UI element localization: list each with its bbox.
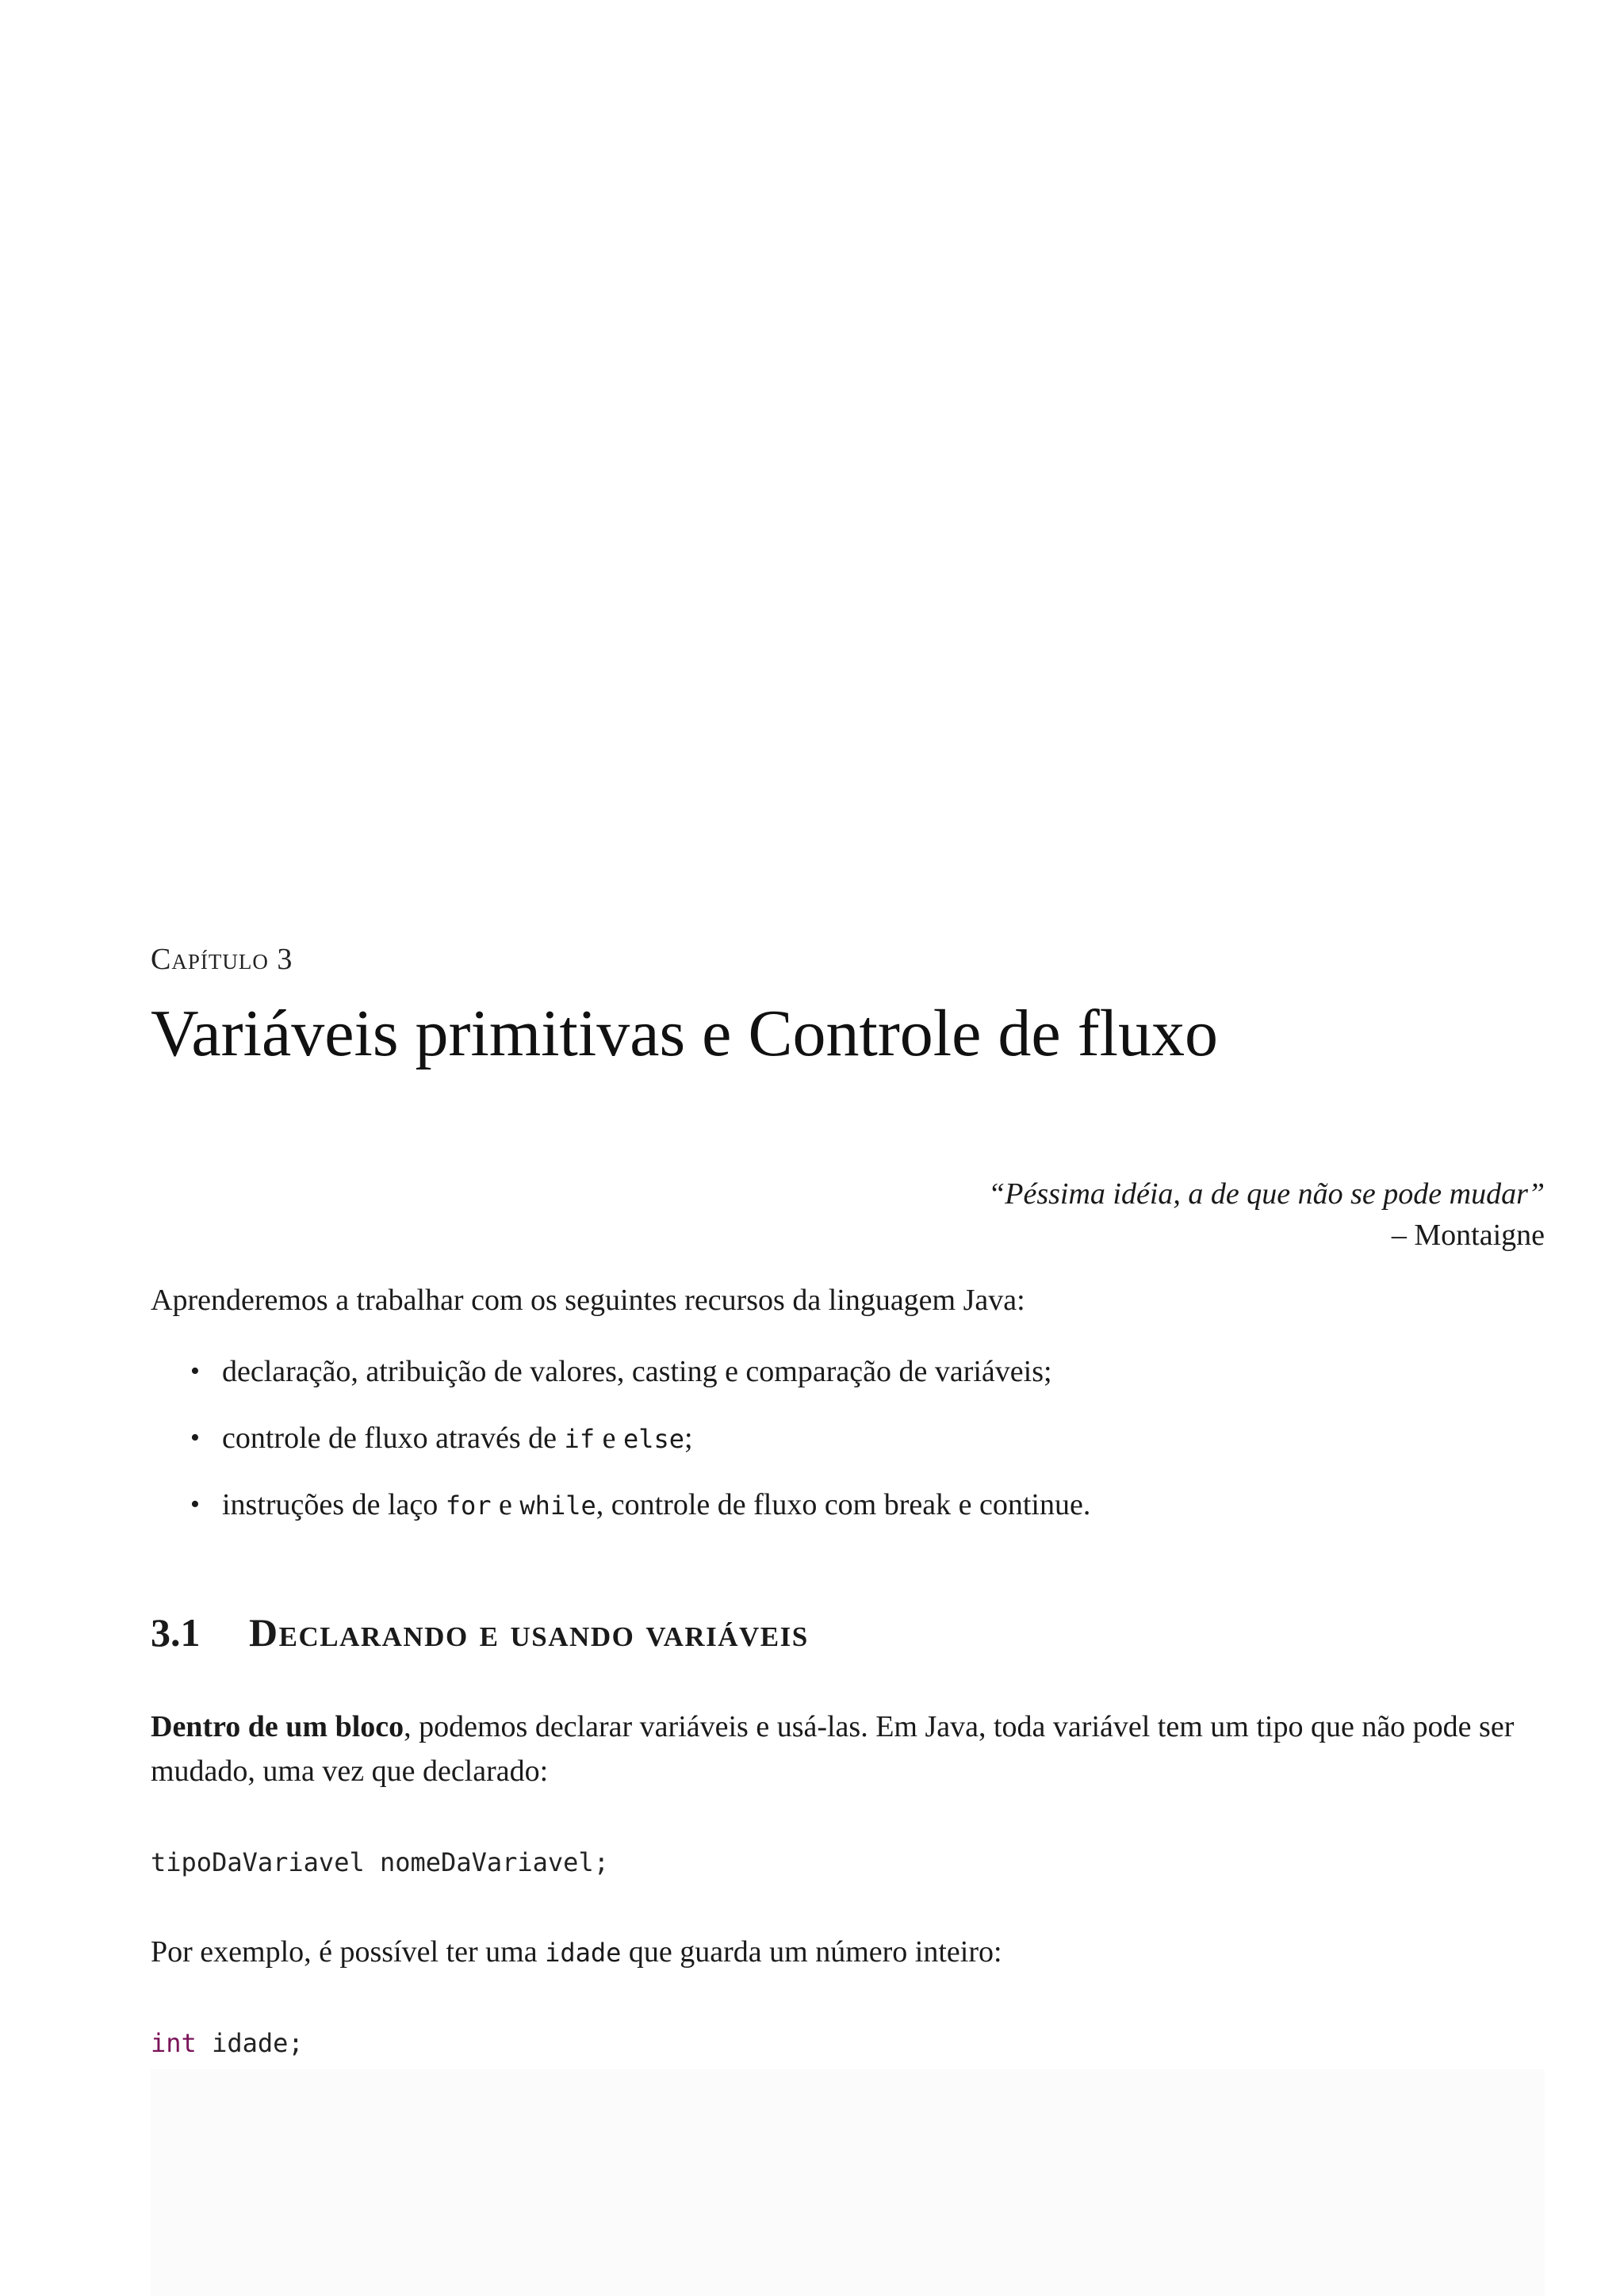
chapter-label: Capítulo 3 — [151, 943, 293, 976]
list-item-text: e — [595, 1422, 623, 1455]
list-item-text: , controle de fluxo com break e continue. — [596, 1488, 1091, 1521]
epigraph — [988, 1173, 1545, 1256]
list-item — [190, 1349, 1090, 1416]
bullet-icon: • — [190, 1357, 200, 1386]
inline-code: if — [564, 1424, 596, 1454]
list-item-text: ; — [684, 1422, 693, 1455]
bold-lead: Dentro de um bloco — [151, 1710, 404, 1743]
body-paragraph — [151, 1934, 1002, 1969]
intro-paragraph: Aprenderemos a trabalhar com os seguintes recursos da linguagem Java: — [151, 1284, 1025, 1317]
section-heading — [151, 1609, 809, 1655]
paragraph-text: , podemos declarar variáveis e usá-las. Em Java, toda variável tem um tipo que não pode ser mudado, uma vez que declarado: — [151, 1710, 1515, 1788]
list-item — [190, 1416, 1090, 1483]
body-paragraph — [151, 1705, 1545, 1793]
code-block-example — [151, 2028, 304, 2058]
feature-list — [190, 1349, 1090, 1549]
list-item-text: e — [491, 1488, 520, 1521]
bullet-icon: • — [190, 1423, 200, 1452]
list-item-text: controle de fluxo através de — [222, 1422, 565, 1455]
code-keyword: int — [151, 2028, 197, 2058]
section-number: 3.1 — [151, 1610, 201, 1655]
list-item-text: instruções de laço — [222, 1488, 446, 1521]
book-page — [151, 0, 1545, 2296]
paragraph-text: Por exemplo, é possível ter uma — [151, 1935, 546, 1969]
inline-code: for — [445, 1490, 492, 1521]
list-item — [190, 1483, 1090, 1549]
chapter-title: Variáveis primitivas e Controle de fluxo — [151, 997, 1219, 1070]
code-background — [151, 2069, 1545, 2296]
inline-code: while — [519, 1490, 596, 1521]
epigraph-quote: “Péssima idéia, a de que não se pode mudar” — [988, 1177, 1545, 1211]
paragraph-text: que guarda um número inteiro: — [621, 1935, 1002, 1969]
code-block-declaration: tipoDaVariavel nomeDaVariavel; — [151, 1847, 609, 1877]
epigraph-author: – Montaigne — [1391, 1219, 1545, 1252]
list-item-text: declaração, atribuição de valores, casting e comparação de variáveis; — [222, 1355, 1052, 1388]
bullet-icon: • — [190, 1490, 200, 1519]
inline-code: idade — [545, 1938, 622, 1968]
inline-code: else — [622, 1424, 685, 1454]
code-text: idade; — [196, 2028, 304, 2058]
section-title: Declarando e usando variáveis — [249, 1610, 809, 1655]
